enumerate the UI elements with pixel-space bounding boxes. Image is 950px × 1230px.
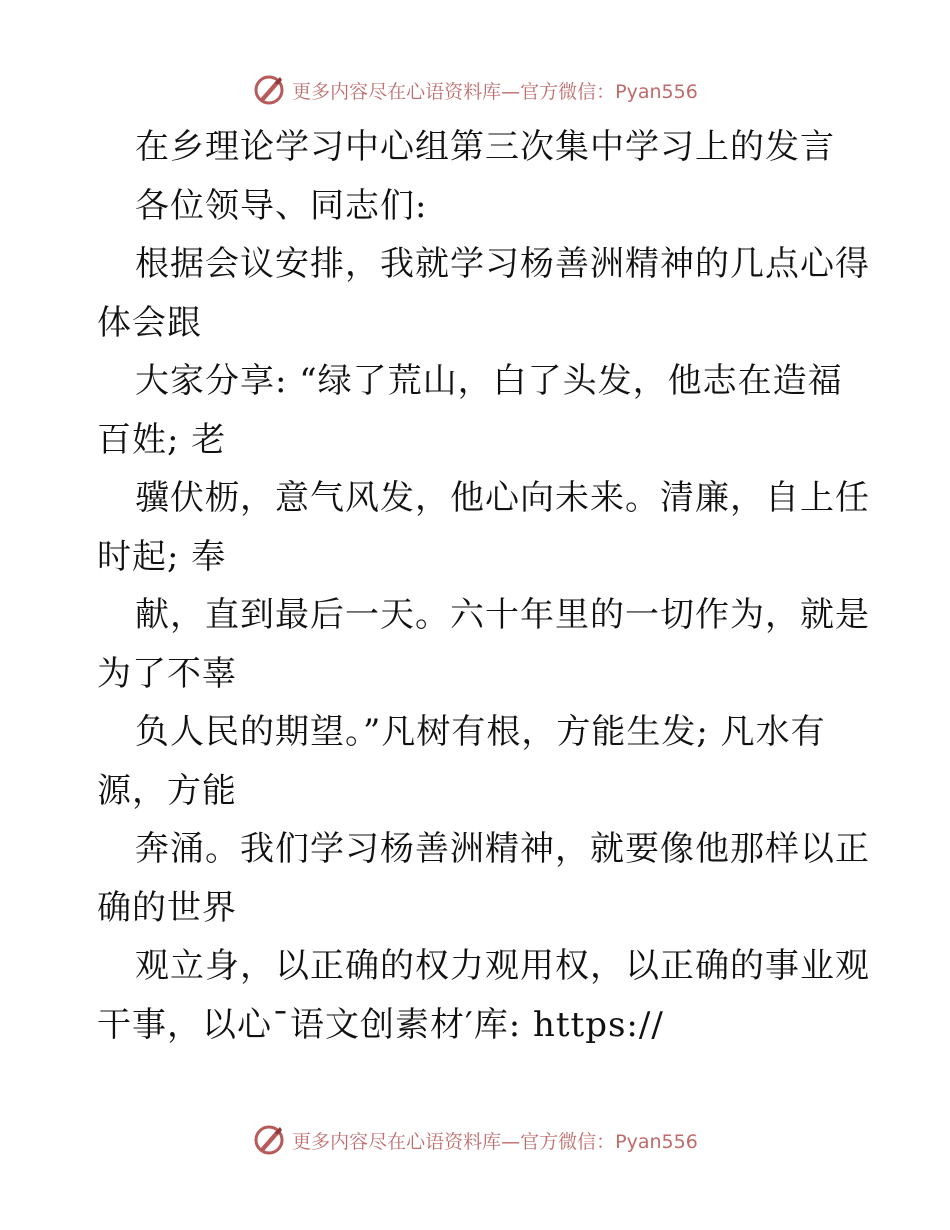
doc-line: 体会跟 <box>97 302 202 343</box>
header-watermark <box>0 70 950 110</box>
doc-line: 为了不辜 <box>97 653 237 694</box>
watermark-text: 更多内容尽在心语资料库—官方微信：Pyan556 <box>292 80 698 103</box>
doc-line: 大家分享: “绿了荒山，白了头发，他志在造福 <box>135 361 843 401</box>
doc-line: 骥伏枥，意气风发，他心向未来。清廉，自上任 <box>135 478 870 518</box>
doc-line: 确的世界 <box>97 887 237 928</box>
doc-line: 百姓; 老 <box>97 419 227 460</box>
pen-logo-icon <box>252 1123 286 1157</box>
doc-line: 奔涌。我们学习杨善洲精神，就要像他那样以正 <box>135 829 870 869</box>
footer-watermark <box>0 1120 950 1160</box>
doc-line: 时起; 奉 <box>97 536 227 577</box>
doc-line: 在乡理论学习中心组第三次集中学习上的发言 <box>135 127 835 167</box>
document-body <box>97 118 870 1054</box>
doc-line: 献，直到最后一天。六十年里的一切作为，就是 <box>135 595 870 635</box>
doc-line: 源，方能 <box>97 770 237 811</box>
pen-logo-icon <box>252 73 286 107</box>
watermark-text: 更多内容尽在心语资料库—官方微信：Pyan556 <box>292 1130 698 1153</box>
doc-line: 各位领导、同志们: <box>135 185 428 226</box>
doc-line: 根据会议安排，我就学习杨善洲精神的几点心得 <box>135 244 870 284</box>
doc-line: 负人民的期望。”凡树有根，方能生发; 凡水有 <box>135 712 826 752</box>
doc-line: 干事，以心¯语文创素材′库: https:// <box>97 1004 664 1045</box>
doc-line: 观立身，以正确的权力观用权，以正确的事业观 <box>135 946 870 986</box>
